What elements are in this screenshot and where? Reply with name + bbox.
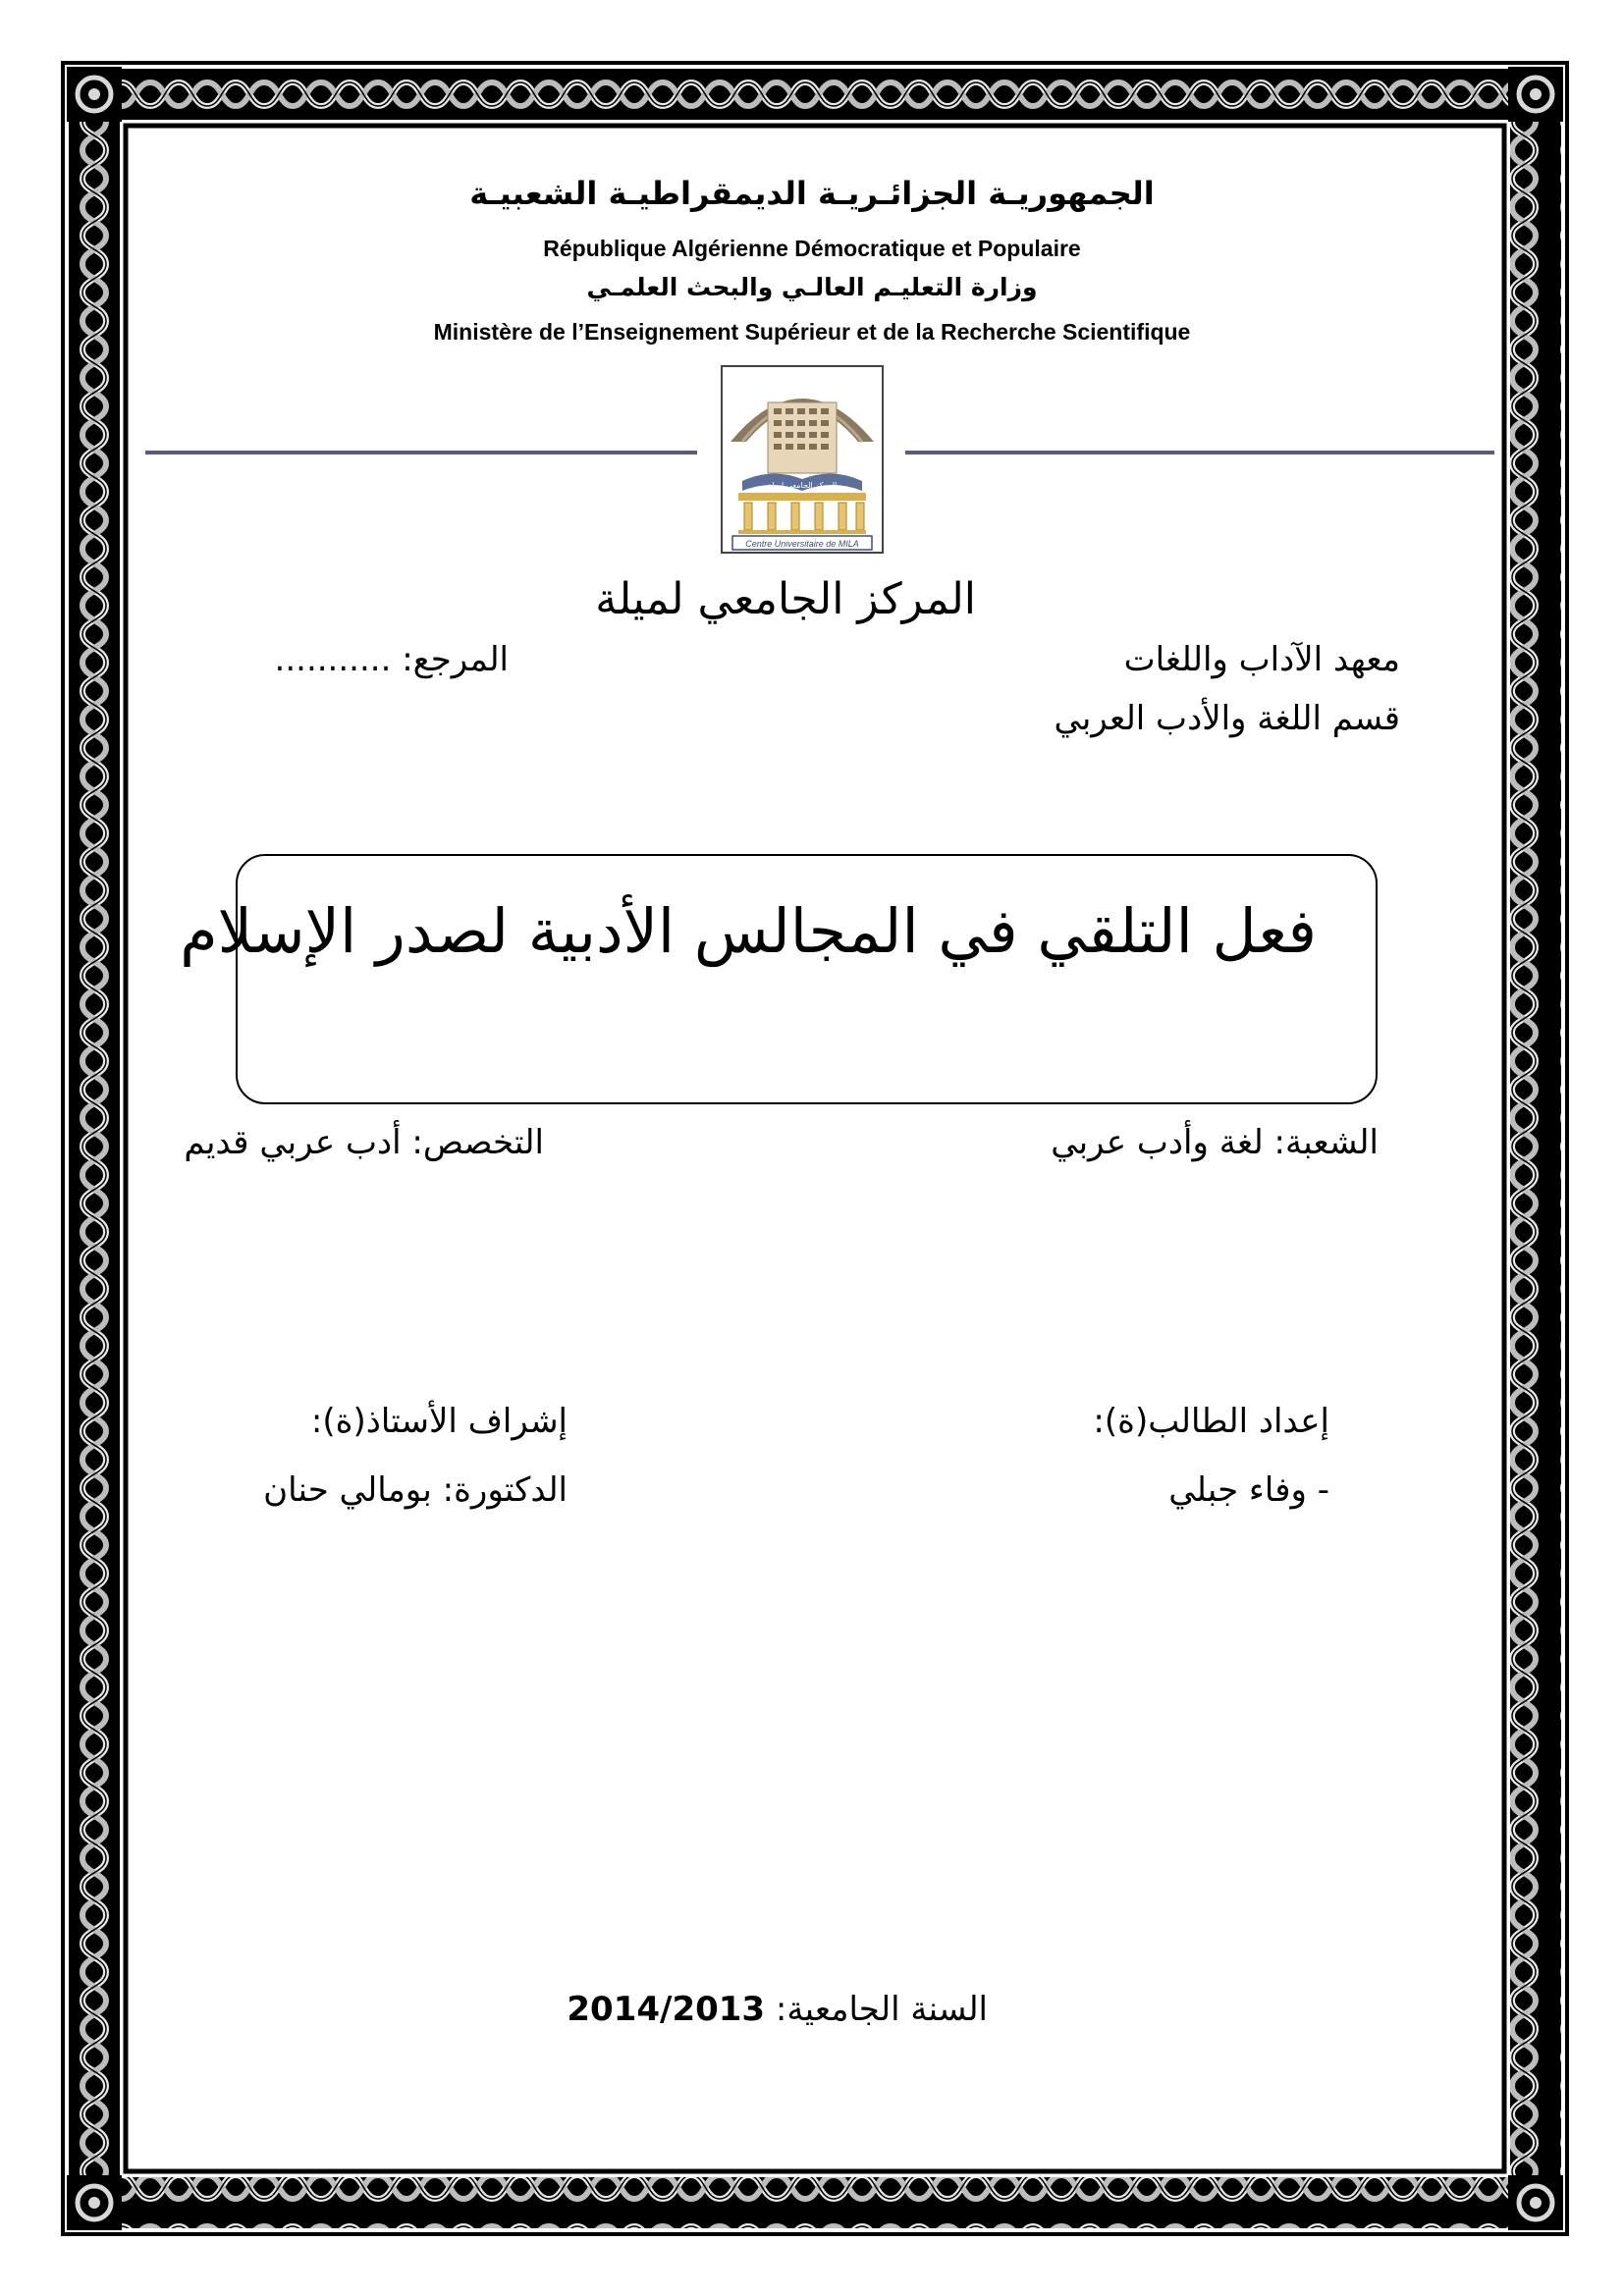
corner-ornament-icon xyxy=(67,67,122,122)
thesis-title-box xyxy=(180,854,1378,1104)
supervisor-name: الدكتورة: بومالي حنان xyxy=(263,1470,568,1510)
header-rule-left xyxy=(145,451,697,454)
corner-ornament-icon xyxy=(1508,67,1563,122)
university-logo xyxy=(721,365,884,554)
institute-name: معهد الآداب واللغات xyxy=(1123,640,1400,679)
supervisor-label: إشراف الأستاذ(ة): xyxy=(310,1402,568,1441)
ministry-name-arabic: وزارة التعليـم العالـي والبحث العلمـي xyxy=(586,273,1038,301)
branch-field: الشعبة: لغة وأدب عربي xyxy=(1051,1123,1379,1162)
academic-year xyxy=(567,1990,988,2029)
thesis-title: فعل التلقي في المجالس الأدبية لصدر الإسلام xyxy=(180,895,1317,967)
corner-ornament-icon xyxy=(1508,2175,1563,2230)
academic-year-value: 2014/2013 xyxy=(567,1990,766,2029)
logo-caption: Centre Universitaire de MILA xyxy=(745,539,859,549)
student-name: - وفاء جبلي xyxy=(1168,1470,1329,1510)
republic-name-arabic: الجمهوريـة الجزائـريـة الديمقراطيـة الشعبيـة xyxy=(469,175,1155,212)
republic-name-french: République Algérienne Démocratique et Populaire xyxy=(543,236,1081,261)
student-label: إعداد الطالب(ة): xyxy=(1093,1402,1329,1441)
logo-banner-text: المركز الجامعي لميلة xyxy=(767,481,838,490)
university-name: المركز الجامعي لميلة xyxy=(595,574,976,624)
header-rule-right xyxy=(905,451,1494,454)
department-name: قسم اللغة والأدب العربي xyxy=(1054,699,1400,738)
corner-ornament-icon xyxy=(67,2175,122,2230)
ministry-name-french: Ministère de l’Enseignement Supérieur et de la Recherche Scientifique xyxy=(433,319,1191,345)
reference-field: المرجع: ........... xyxy=(274,640,509,679)
specialty-field: التخصص: أدب عربي قديم xyxy=(184,1123,544,1162)
academic-year-label: السنة الجامعية: xyxy=(775,1990,988,2029)
